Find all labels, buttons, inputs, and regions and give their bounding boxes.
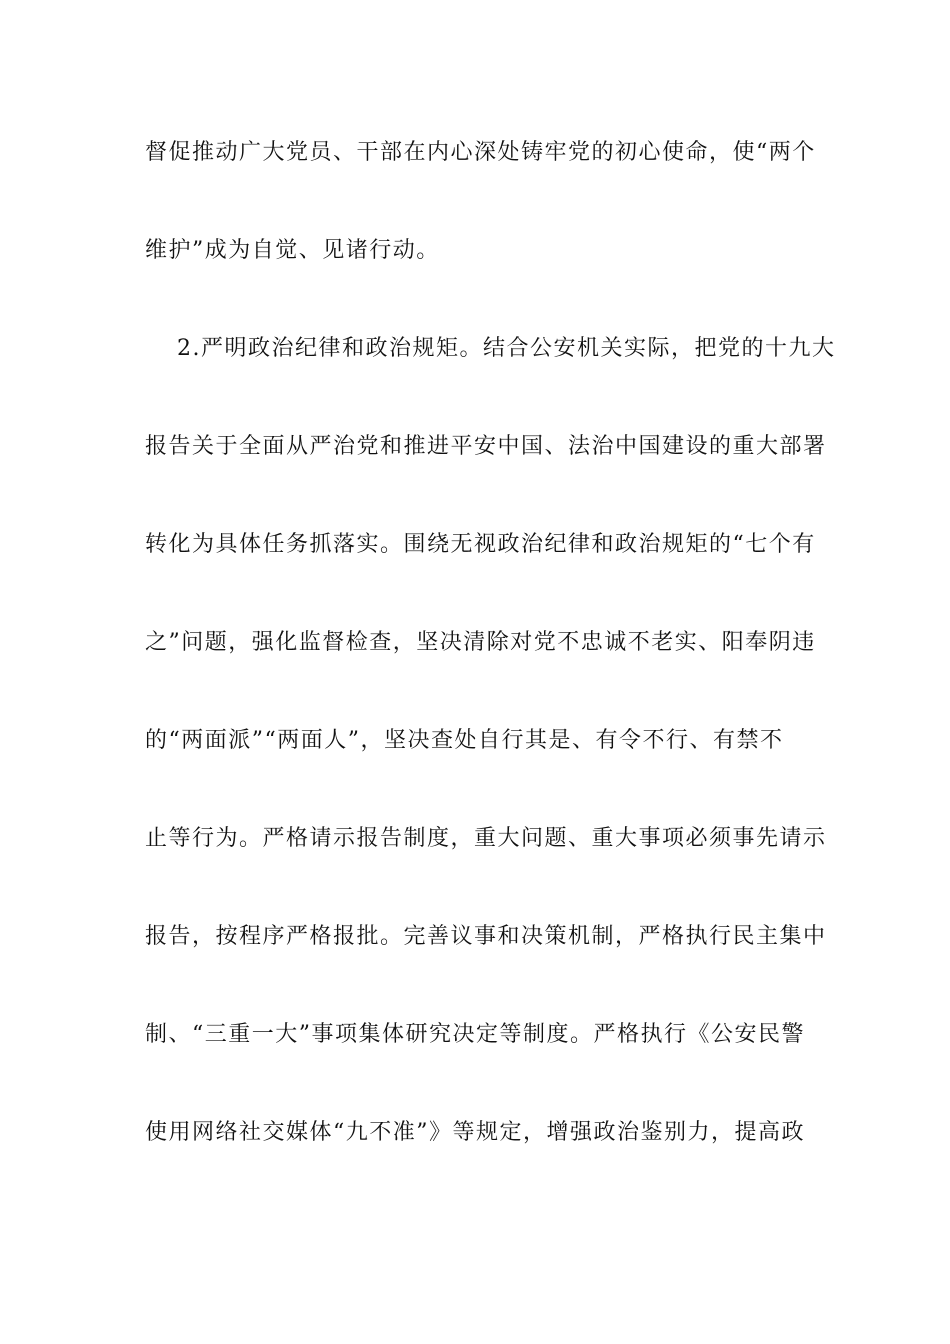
text-line: 维护”成为自觉、见诸行动。 [145,238,440,263]
text-line: 报告，按程序严格报批。完善议事和决策机制，严格执行民主集中 [145,924,827,949]
section-heading-line: 2.严明政治纪律和政治规矩。结合公安机关实际，把党的十九大 [177,336,836,361]
text-line: 报告关于全面从严治党和推进平安中国、法治中国建设的重大部署 [145,434,827,459]
text-line: 转化为具体任务抓落实。围绕无视政治纪律和政治规矩的“七个有 [145,532,816,557]
text-line: 制、“三重一大”事项集体研究决定等制度。严格执行《公安民警 [145,1022,805,1047]
text-line: 的“两面派”“两面人”，坚决查处自行其是、有令不行、有禁不 [145,728,784,753]
body-text [145,133,836,1211]
text-line: 止等行为。严格请示报告制度，重大问题、重大事项必须事先请示 [145,826,827,851]
text-line: 督促推动广大党员、干部在内心深处铸牢党的初心使命，使“两个 [145,140,816,165]
text-line: 之”问题，强化监督检查，坚决清除对党不忠诚不老实、阳奉阴违 [145,630,816,655]
text-line: 使用网络社交媒体“九不准”》等规定，增强政治鉴别力，提高政 [145,1120,805,1145]
